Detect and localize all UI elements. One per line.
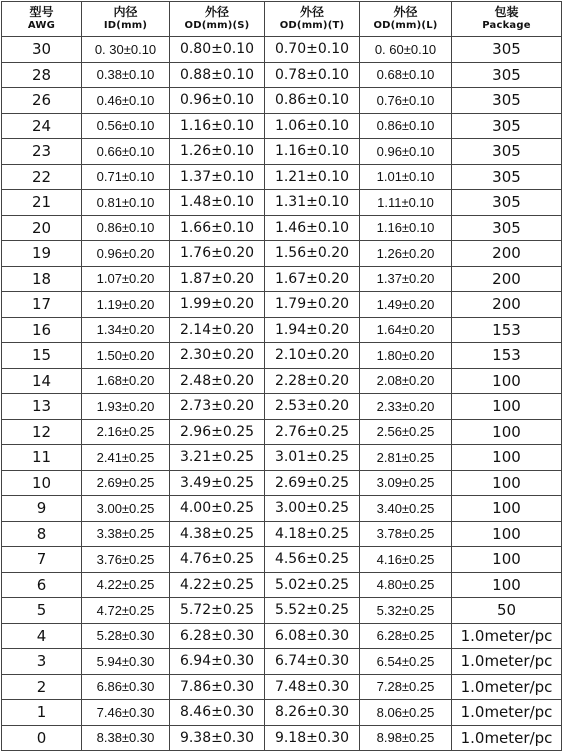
- cell-id: 3.38±0.25: [82, 521, 170, 547]
- cell-awg: 22: [2, 164, 82, 190]
- cell-package: 305: [452, 88, 562, 114]
- cell-od-s: 9.38±0.30: [170, 725, 265, 751]
- cell-od-s: 8.46±0.30: [170, 700, 265, 726]
- cell-od-l: 4.80±0.25: [360, 572, 452, 598]
- cell-od-s: 1.26±0.10: [170, 139, 265, 165]
- cell-package: 1.0meter/pc: [452, 700, 562, 726]
- cell-awg: 10: [2, 470, 82, 496]
- cell-awg: 14: [2, 368, 82, 394]
- header-od-s-en: OD(mm)(S): [184, 20, 250, 31]
- cell-od-t: 5.02±0.25: [265, 572, 360, 598]
- table-row: [2, 394, 562, 420]
- cell-od-l: 6.28±0.25: [360, 623, 452, 649]
- cell-awg: 3: [2, 649, 82, 675]
- cell-od-l: 6.54±0.25: [360, 649, 452, 675]
- cell-od-s: 7.86±0.30: [170, 674, 265, 700]
- cell-awg: 6: [2, 572, 82, 598]
- cell-od-s: 2.48±0.20: [170, 368, 265, 394]
- cell-od-l: 4.16±0.25: [360, 547, 452, 573]
- cell-id: 5.28±0.30: [82, 623, 170, 649]
- cell-od-t: 2.69±0.25: [265, 470, 360, 496]
- cell-od-l: 2.08±0.20: [360, 368, 452, 394]
- cell-od-s: 4.22±0.25: [170, 572, 265, 598]
- table-row: [2, 598, 562, 624]
- cell-package: 100: [452, 419, 562, 445]
- cell-od-t: 4.18±0.25: [265, 521, 360, 547]
- cell-od-l: 0. 60±0.10: [360, 37, 452, 63]
- cell-awg: 16: [2, 317, 82, 343]
- cell-od-l: 7.28±0.25: [360, 674, 452, 700]
- table-row: [2, 215, 562, 241]
- cell-od-t: 1.06±0.10: [265, 113, 360, 139]
- cell-od-l: 1.49±0.20: [360, 292, 452, 318]
- header-package-cn: 包装: [494, 5, 519, 19]
- cell-awg: 0: [2, 725, 82, 751]
- cell-package: 200: [452, 292, 562, 318]
- header-od-l: [360, 2, 452, 37]
- cell-id: 0.71±0.10: [82, 164, 170, 190]
- header-awg-cn: 型号: [29, 5, 54, 19]
- cell-package: 50: [452, 598, 562, 624]
- cell-od-t: 3.00±0.25: [265, 496, 360, 522]
- header-od-t-cn: 外径: [299, 5, 324, 19]
- cell-od-t: 1.79±0.20: [265, 292, 360, 318]
- cell-package: 153: [452, 343, 562, 369]
- cell-od-l: 3.40±0.25: [360, 496, 452, 522]
- cell-package: 305: [452, 37, 562, 63]
- cell-od-t: 9.18±0.30: [265, 725, 360, 751]
- cell-id: 3.00±0.25: [82, 496, 170, 522]
- cell-package: 305: [452, 215, 562, 241]
- cell-id: 0. 30±0.10: [82, 37, 170, 63]
- cell-od-l: 1.64±0.20: [360, 317, 452, 343]
- cell-awg: 24: [2, 113, 82, 139]
- cell-od-l: 8.06±0.25: [360, 700, 452, 726]
- header-od-l-en: OD(mm)(L): [373, 20, 438, 31]
- table-row: [2, 445, 562, 471]
- cell-od-s: 6.28±0.30: [170, 623, 265, 649]
- table-row: [2, 725, 562, 751]
- cell-id: 5.94±0.30: [82, 649, 170, 675]
- cell-package: 100: [452, 521, 562, 547]
- cell-od-l: 0.68±0.10: [360, 62, 452, 88]
- cell-od-l: 1.80±0.20: [360, 343, 452, 369]
- cell-od-t: 1.56±0.20: [265, 241, 360, 267]
- cell-od-l: 0.76±0.10: [360, 88, 452, 114]
- cell-od-l: 3.09±0.25: [360, 470, 452, 496]
- cell-id: 1.50±0.20: [82, 343, 170, 369]
- cell-package: 100: [452, 394, 562, 420]
- cell-od-l: 2.81±0.25: [360, 445, 452, 471]
- cell-awg: 26: [2, 88, 82, 114]
- header-od-t: [265, 2, 360, 37]
- header-od-s-cn: 外径: [204, 5, 229, 19]
- table-row: [2, 674, 562, 700]
- table-row: [2, 700, 562, 726]
- cell-od-l: 0.86±0.10: [360, 113, 452, 139]
- cell-od-t: 1.16±0.10: [265, 139, 360, 165]
- cell-awg: 20: [2, 215, 82, 241]
- cell-id: 1.07±0.20: [82, 266, 170, 292]
- table-row: [2, 368, 562, 394]
- cell-id: 0.66±0.10: [82, 139, 170, 165]
- cell-package: 305: [452, 190, 562, 216]
- cell-id: 1.93±0.20: [82, 394, 170, 420]
- cell-od-t: 1.46±0.10: [265, 215, 360, 241]
- cell-package: 100: [452, 572, 562, 598]
- table-row: [2, 88, 562, 114]
- table-row: [2, 139, 562, 165]
- cell-od-s: 0.80±0.10: [170, 37, 265, 63]
- cell-od-t: 5.52±0.25: [265, 598, 360, 624]
- cell-awg: 1: [2, 700, 82, 726]
- cell-od-l: 1.16±0.10: [360, 215, 452, 241]
- table-row: [2, 266, 562, 292]
- cell-od-s: 5.72±0.25: [170, 598, 265, 624]
- cell-od-l: 1.37±0.20: [360, 266, 452, 292]
- cell-awg: 21: [2, 190, 82, 216]
- cell-od-t: 3.01±0.25: [265, 445, 360, 471]
- cell-package: 100: [452, 470, 562, 496]
- table-row: [2, 164, 562, 190]
- cell-od-s: 3.21±0.25: [170, 445, 265, 471]
- cell-awg: 2: [2, 674, 82, 700]
- cell-od-s: 1.37±0.10: [170, 164, 265, 190]
- table-body: [2, 37, 562, 751]
- cell-od-s: 0.88±0.10: [170, 62, 265, 88]
- table-row: [2, 62, 562, 88]
- cell-od-t: 2.28±0.20: [265, 368, 360, 394]
- header-od-l-cn: 外径: [393, 5, 418, 19]
- table-row: [2, 241, 562, 267]
- header-package-en: Package: [482, 20, 531, 31]
- cell-id: 1.19±0.20: [82, 292, 170, 318]
- cell-package: 100: [452, 368, 562, 394]
- cell-od-l: 2.33±0.20: [360, 394, 452, 420]
- cell-od-t: 8.26±0.30: [265, 700, 360, 726]
- cell-package: 305: [452, 164, 562, 190]
- cell-awg: 8: [2, 521, 82, 547]
- cell-od-t: 1.94±0.20: [265, 317, 360, 343]
- cell-od-t: 6.08±0.30: [265, 623, 360, 649]
- cell-od-t: 0.70±0.10: [265, 37, 360, 63]
- cell-od-s: 3.49±0.25: [170, 470, 265, 496]
- cell-od-t: 2.10±0.20: [265, 343, 360, 369]
- cell-od-l: 0.96±0.10: [360, 139, 452, 165]
- cell-package: 305: [452, 62, 562, 88]
- cell-od-s: 1.76±0.20: [170, 241, 265, 267]
- header-id-en: ID(mm): [103, 20, 148, 31]
- cell-awg: 12: [2, 419, 82, 445]
- cell-id: 0.86±0.10: [82, 215, 170, 241]
- cell-awg: 7: [2, 547, 82, 573]
- cell-od-s: 2.14±0.20: [170, 317, 265, 343]
- table-row: [2, 292, 562, 318]
- cell-od-s: 1.48±0.10: [170, 190, 265, 216]
- cell-id: 3.76±0.25: [82, 547, 170, 573]
- cell-od-t: 4.56±0.25: [265, 547, 360, 573]
- cell-od-s: 1.99±0.20: [170, 292, 265, 318]
- table-row: [2, 37, 562, 63]
- cell-od-l: 1.01±0.10: [360, 164, 452, 190]
- cell-od-s: 2.30±0.20: [170, 343, 265, 369]
- table-row: [2, 572, 562, 598]
- cell-awg: 23: [2, 139, 82, 165]
- cell-id: 4.22±0.25: [82, 572, 170, 598]
- cell-id: 2.16±0.25: [82, 419, 170, 445]
- cell-od-s: 4.38±0.25: [170, 521, 265, 547]
- cell-od-t: 1.67±0.20: [265, 266, 360, 292]
- cell-awg: 4: [2, 623, 82, 649]
- cell-id: 0.46±0.10: [82, 88, 170, 114]
- cell-od-s: 1.16±0.10: [170, 113, 265, 139]
- cell-id: 0.56±0.10: [82, 113, 170, 139]
- table-row: [2, 419, 562, 445]
- cell-package: 100: [452, 547, 562, 573]
- cell-od-t: 2.76±0.25: [265, 419, 360, 445]
- cell-od-t: 1.31±0.10: [265, 190, 360, 216]
- cell-od-s: 1.87±0.20: [170, 266, 265, 292]
- cell-id: 1.34±0.20: [82, 317, 170, 343]
- cell-package: 1.0meter/pc: [452, 725, 562, 751]
- cell-od-s: 0.96±0.10: [170, 88, 265, 114]
- table-header: [2, 2, 562, 37]
- cell-package: 1.0meter/pc: [452, 674, 562, 700]
- cell-awg: 15: [2, 343, 82, 369]
- table-row: [2, 496, 562, 522]
- cell-id: 2.69±0.25: [82, 470, 170, 496]
- cell-od-s: 2.73±0.20: [170, 394, 265, 420]
- cell-awg: 30: [2, 37, 82, 63]
- cell-package: 305: [452, 139, 562, 165]
- cell-id: 0.81±0.10: [82, 190, 170, 216]
- cell-od-l: 8.98±0.25: [360, 725, 452, 751]
- cell-od-t: 7.48±0.30: [265, 674, 360, 700]
- cell-awg: 11: [2, 445, 82, 471]
- cell-od-s: 4.76±0.25: [170, 547, 265, 573]
- spec-table-container: [1, 1, 561, 751]
- header-row: [2, 2, 562, 37]
- cell-od-t: 0.78±0.10: [265, 62, 360, 88]
- table-row: [2, 470, 562, 496]
- cell-package: 305: [452, 113, 562, 139]
- cell-awg: 9: [2, 496, 82, 522]
- cell-id: 8.38±0.30: [82, 725, 170, 751]
- table-row: [2, 317, 562, 343]
- cell-package: 100: [452, 445, 562, 471]
- cell-id: 6.86±0.30: [82, 674, 170, 700]
- table-row: [2, 649, 562, 675]
- cell-id: 1.68±0.20: [82, 368, 170, 394]
- cell-awg: 28: [2, 62, 82, 88]
- awg-size-table: [1, 1, 562, 751]
- header-id: [82, 2, 170, 37]
- cell-package: 200: [452, 266, 562, 292]
- table-row: [2, 547, 562, 573]
- cell-od-s: 2.96±0.25: [170, 419, 265, 445]
- table-row: [2, 343, 562, 369]
- cell-id: 0.38±0.10: [82, 62, 170, 88]
- table-row: [2, 521, 562, 547]
- cell-od-t: 6.74±0.30: [265, 649, 360, 675]
- cell-package: 1.0meter/pc: [452, 649, 562, 675]
- cell-awg: 19: [2, 241, 82, 267]
- header-package: [452, 2, 562, 37]
- table-row: [2, 113, 562, 139]
- cell-od-s: 1.66±0.10: [170, 215, 265, 241]
- cell-od-t: 1.21±0.10: [265, 164, 360, 190]
- header-od-t-en: OD(mm)(T): [279, 20, 345, 31]
- header-od-s: [170, 2, 265, 37]
- cell-package: 200: [452, 241, 562, 267]
- cell-od-l: 3.78±0.25: [360, 521, 452, 547]
- cell-id: 0.96±0.20: [82, 241, 170, 267]
- header-id-cn: 内径: [113, 5, 138, 19]
- cell-od-s: 6.94±0.30: [170, 649, 265, 675]
- cell-od-t: 0.86±0.10: [265, 88, 360, 114]
- cell-awg: 17: [2, 292, 82, 318]
- table-row: [2, 190, 562, 216]
- cell-od-l: 2.56±0.25: [360, 419, 452, 445]
- header-awg-en: AWG: [27, 20, 56, 31]
- cell-awg: 18: [2, 266, 82, 292]
- header-awg: [2, 2, 82, 37]
- cell-id: 7.46±0.30: [82, 700, 170, 726]
- cell-id: 2.41±0.25: [82, 445, 170, 471]
- cell-od-s: 4.00±0.25: [170, 496, 265, 522]
- cell-package: 100: [452, 496, 562, 522]
- cell-awg: 13: [2, 394, 82, 420]
- cell-awg: 5: [2, 598, 82, 624]
- cell-od-l: 1.26±0.20: [360, 241, 452, 267]
- cell-id: 4.72±0.25: [82, 598, 170, 624]
- cell-od-l: 5.32±0.25: [360, 598, 452, 624]
- cell-od-t: 2.53±0.20: [265, 394, 360, 420]
- table-row: [2, 623, 562, 649]
- cell-package: 1.0meter/pc: [452, 623, 562, 649]
- cell-od-l: 1.11±0.10: [360, 190, 452, 216]
- cell-package: 153: [452, 317, 562, 343]
